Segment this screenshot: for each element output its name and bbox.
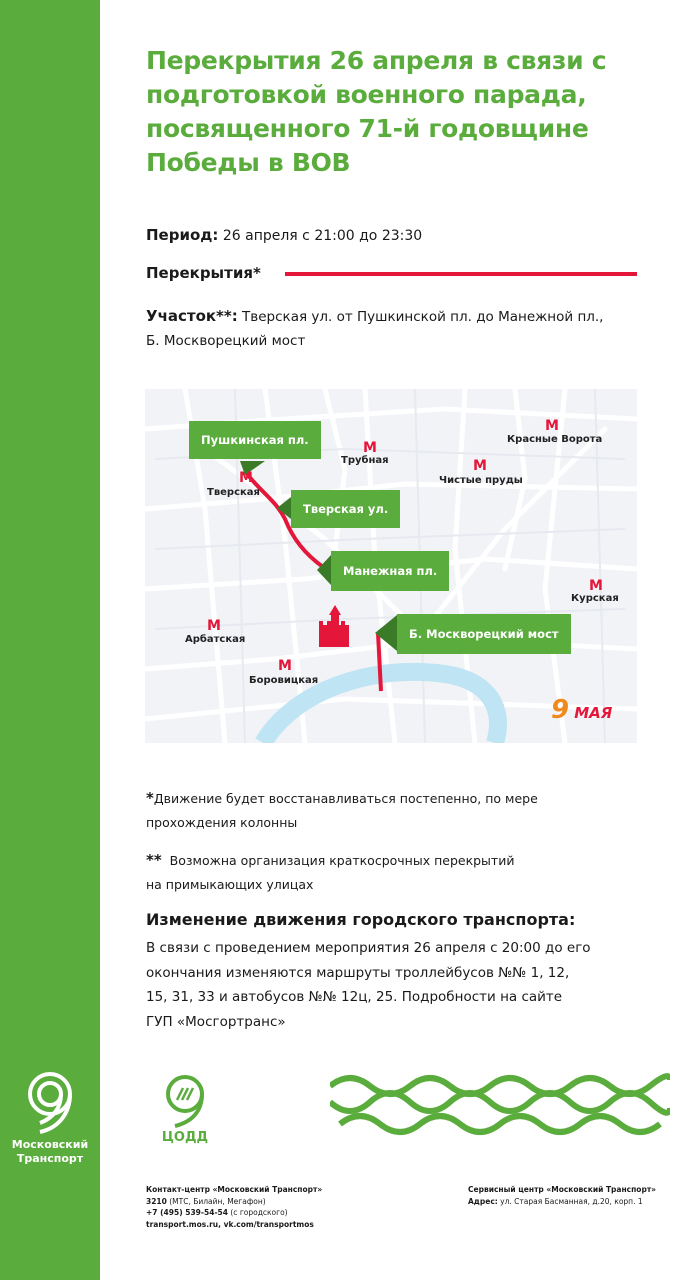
metro-icon-kurskaya: M [589,578,603,594]
section-value-2: Б. Москворецкий мост [146,333,306,349]
logo-line-1: Московский [11,1138,89,1151]
note-2-star: ** [146,851,162,869]
transit-line-3: 15, 31, 33 и автобусов №№ 12ц, 25. Подробности на сайте [146,989,563,1005]
service-address-label: Адрес: [468,1196,498,1206]
metro-icon-tverskaya: M [239,470,253,486]
callout-moskvoretsky: Б. Москворецкий мост [397,614,571,654]
station-borovitskaya: Боровицкая [249,675,319,686]
codd-logo [150,1072,220,1145]
footer-contact-center [146,1184,322,1230]
transit-line-1: В связи с проведением мероприятия 26 апреля с 20:00 до его [146,940,591,956]
contact-phone: +7 (495) 539-54-54 [146,1208,228,1217]
transit-body [146,936,616,1034]
section-label: Участок**: [146,307,238,325]
closure-map [145,389,637,743]
note-2-line1: Возможна организация краткосрочных перекрытий [169,853,515,868]
may-9-badge [551,695,612,725]
station-krasnye-vorota: Красные Ворота [507,434,603,445]
contact-short-number-note: (МТС, Билайн, Мегафон) [166,1196,266,1206]
callout-tverskaya: Тверская ул. [291,490,400,528]
moscow-transport-logo [0,1070,100,1166]
page-title: Перекрытия 26 апреля в связи с подготовкой военного парада, посвященного 71-й годовщине Победы в ВОВ [146,46,607,177]
metro-icon-krasnye-vorota: M [545,418,559,434]
service-title: Сервисный центр «Московский Транспорт» [468,1185,657,1194]
station-kurskaya: Курская [571,593,619,604]
closures-divider [285,272,637,276]
metro-icon-borovitskaya: M [278,658,292,674]
period-value: 26 апреля с 21:00 до 23:30 [222,228,423,244]
closures-label: Перекрытия* [146,264,261,282]
station-arbatskaya: Арбатская [185,634,246,645]
metro-icon-trubnaya: M [363,440,377,456]
note-1-star: * [146,789,154,807]
section [146,304,646,353]
contact-phone-note: (с городского) [228,1208,288,1217]
callout-manezhnaya: Манежная пл. [331,551,449,591]
station-chistye-prudy: Чистые пруды [439,475,523,486]
note-1-line1: Движение будет восстанавливаться постепенно, по мере [153,791,538,806]
note-1-line2: прохождения колонны [146,815,298,830]
nine-logo-icon [18,1070,82,1134]
contact-websites: transport.mos.ru, vk.com/transportmos [146,1219,314,1229]
station-tverskaya: Тверская [207,487,260,498]
note-1 [146,786,626,835]
metro-icon-chistye-prudy: M [473,458,487,474]
note-2 [146,848,626,897]
service-address: ул. Старая Басманная, д.20, корп. 1 [497,1196,643,1206]
transit-line-2: окончания изменяются маршруты троллейбусов №№ 1, 12, [146,964,570,981]
kremlin-icon [319,605,349,647]
period [146,226,422,244]
badge-number: 9 [551,695,570,725]
transit-title: Изменение движения городского транспорта: [146,910,576,929]
codd-label: ЦОДД [161,1130,209,1145]
contact-title: Контакт-центр «Московский Транспорт» [146,1185,323,1194]
station-trubnaya: Трубная [341,455,389,466]
callout-pushkinskaya: Пушкинская пл. [189,421,321,459]
wave-ornament-icon [330,1068,670,1138]
note-2-line2: на примыкающих улицах [146,877,314,892]
section-value: Тверская ул. от Пушкинской пл. до Манежной пл., [242,309,604,325]
period-label: Период: [146,226,219,244]
codd-nine-icon [157,1072,213,1128]
footer-service-center [468,1184,656,1207]
contact-short-number: 3210 [146,1196,167,1206]
badge-text: МАЯ [574,704,613,722]
transit-line-4: ГУП «Мосгортранс» [146,1013,286,1030]
logo-line-2: Транспорт [16,1152,84,1165]
sidebar [0,0,100,1280]
metro-icon-arbatskaya: M [207,618,221,634]
